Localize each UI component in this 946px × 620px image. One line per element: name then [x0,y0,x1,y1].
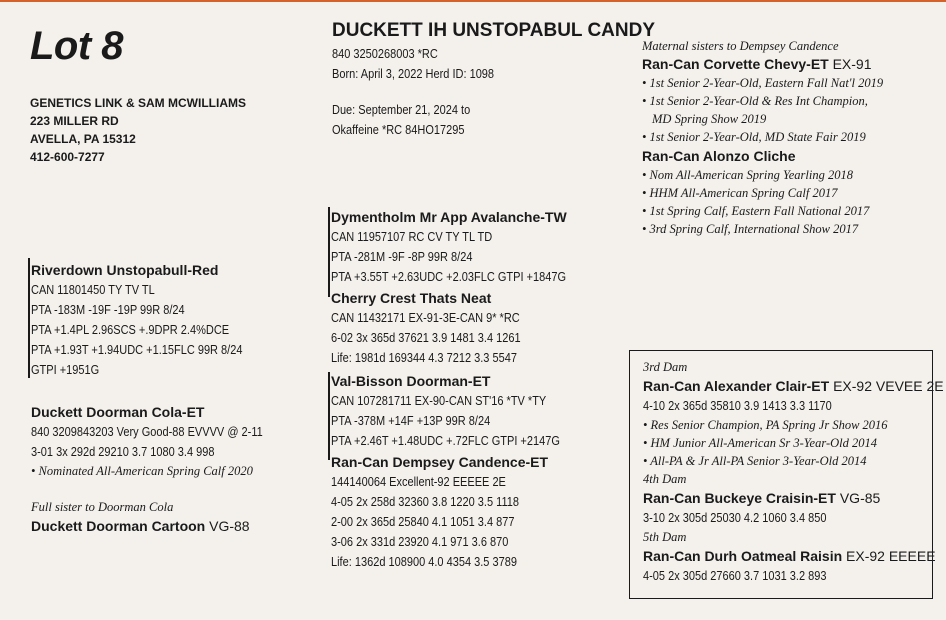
award-note: MD Spring Show 2019 [652,112,767,126]
ancestry-box-content [643,358,944,586]
ss-bracket [328,207,330,297]
due-service-sire: Okaffeine *RC 84HO17295 [332,123,465,137]
fourth-dam-score: VG-85 [839,490,881,506]
full-sister-name: Duckett Doorman Cartoon [31,518,206,534]
award-note: • 3rd Spring Calf, International Show 2017 [642,220,883,238]
dam-name: Duckett Doorman Cola-ET [31,404,205,420]
ds-line: PTA -378M +14F +13P 99R 8/24 [331,414,491,428]
top-rule [0,0,946,2]
ss-line: PTA -281M -9F -8P 99R 8/24 [331,250,473,264]
sd-line: 6-02 3x 365d 37621 3.9 1481 3.4 1261 [331,331,521,345]
award-note: • HM Junior All-American Sr 3-Year-Old 2014 [643,434,944,452]
maternal-sister-1-name: Ran-Can Corvette Chevy-ET [642,56,829,72]
dd-line: 2-00 2x 365d 25840 4.1 1051 3.4 877 [331,515,515,529]
fourth-dam-name: Ran-Can Buckeye Craisin-ET [643,490,836,506]
sire-bracket [28,258,30,378]
dams-sire-block [331,371,591,451]
sire-name: Riverdown Unstopabull-Red [31,262,219,278]
ds-bracket [328,372,330,460]
fourth-dam-caption: 4th Dam [643,472,687,486]
ss-line: PTA +3.55T +2.63UDC +2.03FLC GTPI +1847G [331,270,567,284]
award-note: • HHM All-American Spring Calf 2017 [642,184,883,202]
full-sister-block [31,498,250,536]
dam-block [31,402,294,480]
sd-line: Life: 1981d 169344 4.3 7212 3.3 5547 [331,351,517,365]
fourth-dam-record: 3-10 2x 305d 25030 4.2 1060 3.4 850 [643,511,827,525]
sires-dam-block [331,288,546,368]
full-sister-score: VG-88 [209,518,250,534]
animal-id: 840 3250268003 *RC [332,47,438,61]
sire-line: PTA +1.4PL 2.96SCS +.9DPR 2.4%DCE [31,323,230,337]
sd-line: CAN 11432171 EX-91-3E-CAN 9* *RC [331,311,520,325]
award-note: • Nom All-American Spring Yearling 2018 [642,166,883,184]
fifth-dam-record: 4-05 2x 305d 27660 3.7 1031 3.2 893 [643,569,827,583]
dd-line: Life: 1362d 108900 4.0 4354 3.5 3789 [331,555,517,569]
award-note: • 1st Spring Calf, Eastern Fall National 2017 [642,202,883,220]
full-sister-caption: Full sister to Doorman Cola [31,500,174,514]
maternal-caption: Maternal sisters to Dempsey Candence [642,39,839,53]
dd-line: 3-06 2x 331d 23920 4.1 971 3.6 870 [331,535,509,549]
sire-line: PTA -183M -19F -19P 99R 8/24 [31,303,185,317]
third-dam-caption: 3rd Dam [643,360,688,374]
sires-sire-name: Dymentholm Mr App Avalanche-TW [331,209,567,225]
lot-number: Lot 8 [30,24,124,68]
dams-dam-name: Ran-Can Dempsey Candence-ET [331,454,549,470]
sire-block [31,260,271,380]
third-dam-score: EX-92 VEVEE 2E [833,378,944,394]
fifth-dam-caption: 5th Dam [643,530,687,544]
maternal-sister-1-score: EX-91 [832,56,872,72]
animal-name: DUCKETT IH UNSTOPABUL CANDY [332,20,656,41]
maternal-sisters-block [642,37,883,238]
dd-line: 4-05 2x 258d 32360 3.8 1220 3.5 1118 [331,495,519,509]
award-note: • All-PA & Jr All-PA Senior 3-Year-Old 2014 [643,452,944,470]
sire-line: PTA +1.93T +1.94UDC +1.15FLC 99R 8/24 [31,343,243,357]
consignor-city: AVELLA, PA 15312 [30,132,136,146]
consignor-address [30,94,246,166]
due-date: Due: September 21, 2024 to [332,103,471,117]
maternal-sister-2-name: Ran-Can Alonzo Cliche [642,148,796,164]
ds-line: CAN 107281711 EX-90-CAN ST'16 *TV *TY [331,394,547,408]
dam-line: 840 3209843203 Very Good-88 EVVVV @ 2-11 [31,425,263,439]
dam-line: 3-01 3x 292d 29210 3.7 1080 3.4 998 [31,445,215,459]
dd-line: 144140064 Excellent-92 EEEEE 2E [331,475,506,489]
sire-line: CAN 11801450 TY TV TL [31,283,155,297]
award-note: • 1st Senior 2-Year-Old & Res Int Champion, [642,92,883,110]
award-note: • Res Senior Champion, PA Spring Jr Show 2016 [643,416,944,434]
dams-sire-name: Val-Bisson Doorman-ET [331,373,491,389]
dams-dam-block [331,452,548,572]
consignor-phone: 412-600-7277 [30,150,105,164]
third-dam-name: Ran-Can Alexander Clair-ET [643,378,830,394]
animal-born: Born: April 3, 2022 Herd ID: 1098 [332,67,495,81]
sires-dam-name: Cherry Crest Thats Neat [331,290,492,306]
ds-line: PTA +2.46T +1.48UDC +.72FLC GTPI +2147G [331,434,560,448]
sires-sire-block [331,207,598,287]
award-note: • 1st Senior 2-Year-Old, Eastern Fall Nat'l 2019 [642,74,883,92]
animal-header [332,18,655,140]
third-dam-record: 4-10 2x 365d 35810 3.9 1413 3.3 1170 [643,399,832,413]
award-note: • 1st Senior 2-Year-Old, MD State Fair 2019 [642,128,883,146]
consignor-name: GENETICS LINK & SAM MCWILLIAMS [30,96,246,110]
fifth-dam-name: Ran-Can Durh Oatmeal Raisin [643,548,843,564]
ss-line: CAN 11957107 RC CV TY TL TD [331,230,493,244]
fifth-dam-score: EX-92 EEEEE [846,548,936,564]
dam-note: • Nominated All-American Spring Calf 2020 [31,462,294,480]
sire-line: GTPI +1951G [31,363,100,377]
consignor-street: 223 MILLER RD [30,114,119,128]
